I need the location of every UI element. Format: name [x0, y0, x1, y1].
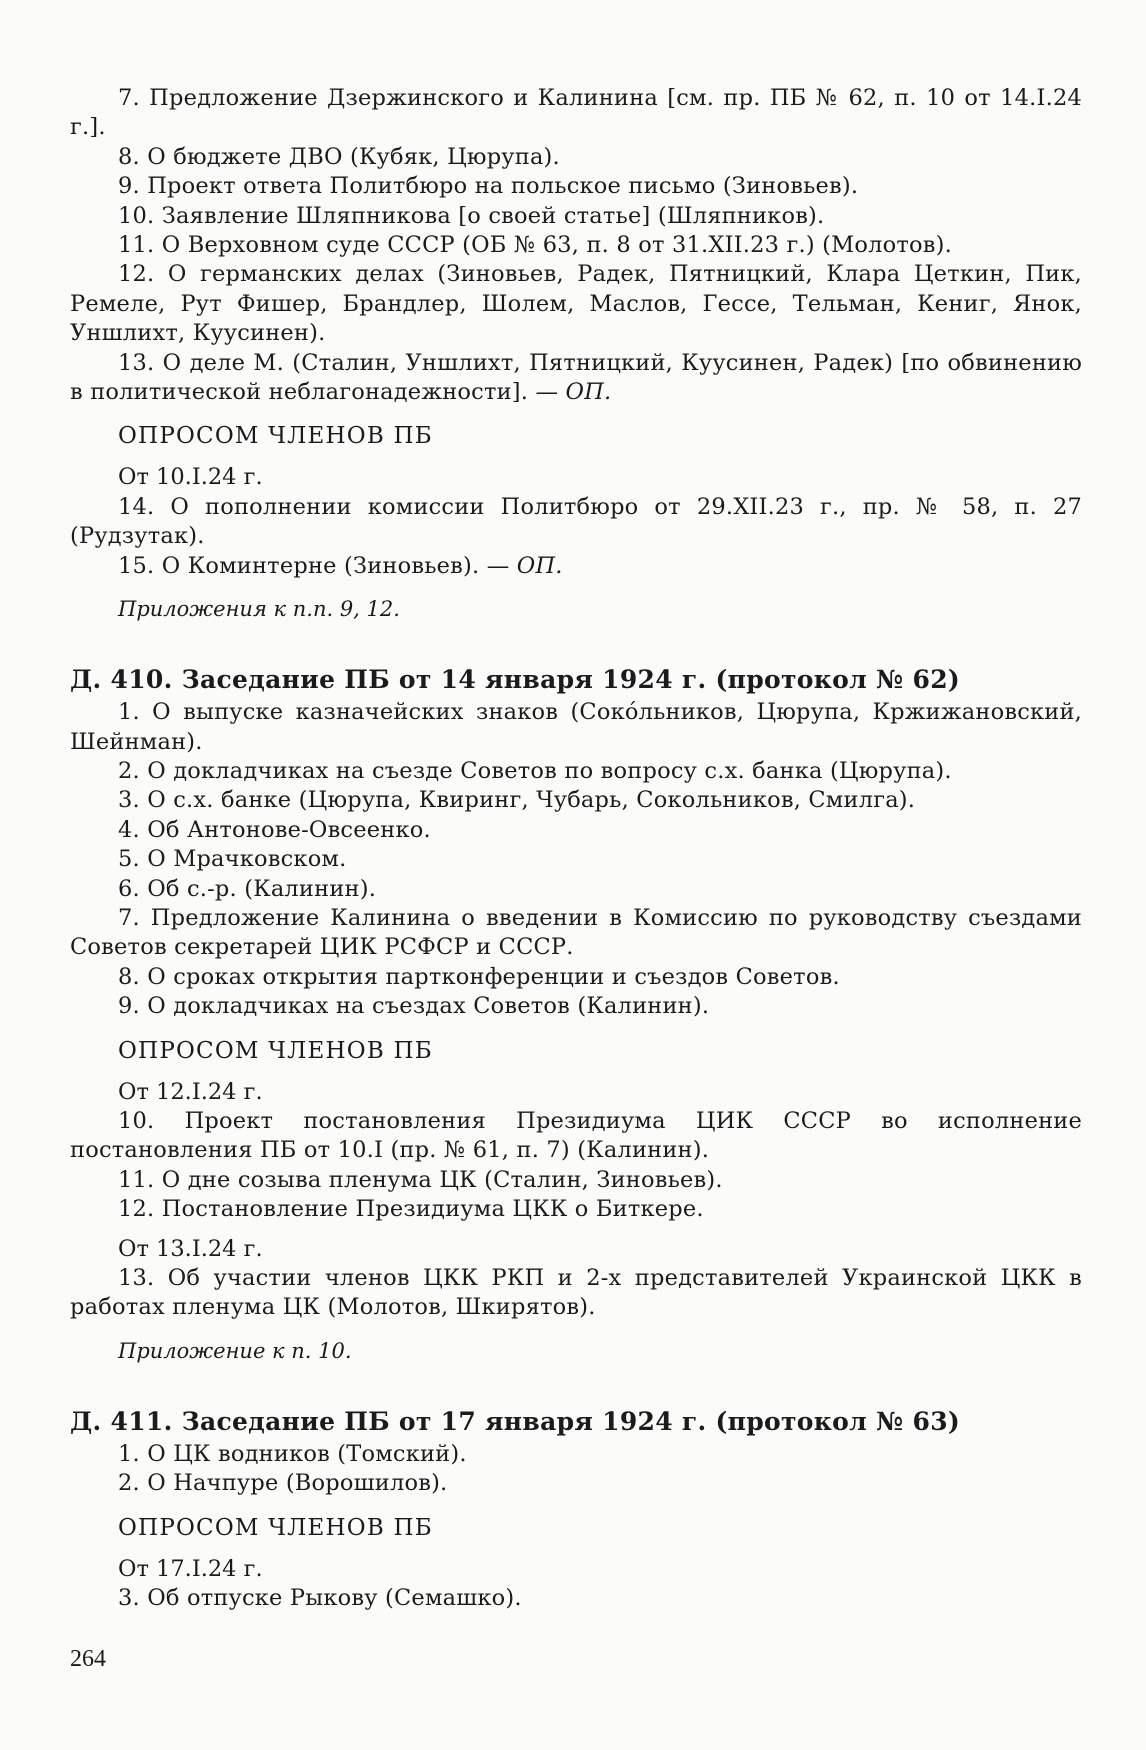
list-item: 8. О сроках открытия партконференции и съездов Советов.	[118, 963, 840, 990]
survey-date: От 17.I.24 г.	[118, 1555, 263, 1582]
list-item: 1. О ЦК водников (Томский).	[118, 1440, 467, 1467]
survey-heading: ОПРОСОМ ЧЛЕНОВ ПБ	[118, 1037, 433, 1064]
op-mark: ОП.	[565, 379, 612, 406]
list-item: 6. Об с.-р. (Калинин).	[118, 875, 377, 902]
list-item: 4. Об Антонове-Овсеенко.	[118, 816, 431, 843]
survey-heading: ОПРОСОМ ЧЛЕНОВ ПБ	[118, 1514, 433, 1541]
appendix-note: Приложение к п. 10.	[118, 1338, 352, 1363]
list-item: 13. Об участии членов ЦКК РКП и 2-х представителей Украинской ЦКК в работах пленума ЦК (Молотов, Шкирятов).	[70, 1265, 1082, 1321]
list-item: 12. Постановление Президиума ЦКК о Биткере.	[118, 1196, 704, 1223]
appendix-note: Приложения к п.п. 9, 12.	[118, 597, 400, 622]
list-item: 5. О Мрачковском.	[118, 846, 347, 873]
list-item	[70, 552, 1082, 581]
survey-date: От 13.I.24 г.	[118, 1235, 263, 1262]
survey-heading: ОПРОСОМ ЧЛЕНОВ ПБ	[118, 423, 433, 450]
op-mark: ОП.	[516, 552, 563, 579]
page-number: 264	[70, 1646, 106, 1672]
item-text: 15. О Коминтерне (Зиновьев). —	[118, 552, 517, 579]
survey-date: От 10.I.24 г.	[118, 464, 263, 491]
document-heading-411: Д. 411. Заседание ПБ от 17 января 1924 г. (протокол № 63)	[70, 1406, 961, 1436]
list-item: 2. О Начпуре (Ворошилов).	[118, 1470, 448, 1497]
list-item: 12. О германских делах (Зиновьев, Радек, Пятницкий, Клара Цеткин, Пик, Ремеле, Рут Фишер, Брандлер, Шолем, Маслов, Гессе, Тельман, Кениг, Янок, Уншлихт, Куусинен).	[70, 261, 1082, 347]
list-item: 14. О пополнении комиссии Политбюро от 29.XII.23 г., пр. № 58, п. 27 (Рудзутак).	[70, 493, 1082, 550]
list-item: 3. Об отпуске Рыкову (Семашко).	[118, 1585, 522, 1612]
item-text: 13. О деле М. (Сталин, Уншлихт, Пятницкий, Куусинен, Радек) [по обвинению в политической неблагонадежности]. —	[70, 349, 1082, 406]
list-item: 9. О докладчиках на съездах Советов (Калинин).	[118, 993, 710, 1020]
list-item: 7. Предложение Дзержинского и Калинина [см. пр. ПБ № 62, п. 10 от 14.I.24 г.].	[70, 85, 1082, 141]
list-item	[70, 349, 1082, 408]
list-item: 3. О с.х. банке (Цюрупа, Квиринг, Чубарь, Сокольников, Смилга).	[118, 787, 916, 814]
list-item: 7. Предложение Калинина о введении в Комиссию по руководству съездами Советов секретарей ЦИК РСФСР и СССР.	[70, 904, 1082, 961]
list-item: 8. О бюджете ДВО (Кубяк, Цюрупа).	[118, 143, 560, 170]
survey-date: От 12.I.24 г.	[118, 1078, 263, 1105]
document-heading-410: Д. 410. Заседание ПБ от 14 января 1924 г. (протокол № 62)	[70, 665, 961, 695]
list-item: 10. Заявление Шляпникова [о своей статье] (Шляпников).	[118, 202, 825, 229]
list-item: 11. О дне созыва пленума ЦК (Сталин, Зиновьев).	[118, 1166, 723, 1193]
list-item: 10. Проект постановления Президиума ЦИК СССР во исполнение постановления ПБ от 10.I (пр. № 61, п. 7) (Калинин).	[70, 1107, 1082, 1164]
list-item: 1. О выпуске казначейских знаков (Сокóльников, Цюрупа, Кржижановский, Шейнман).	[70, 699, 1082, 755]
list-item: 9. Проект ответа Политбюро на польское письмо (Зиновьев).	[118, 173, 859, 200]
text-column	[70, 84, 1082, 1613]
list-item: 11. О Верховном суде СССР (ОБ № 63, п. 8 от 31.XII.23 г.) (Молотов).	[118, 232, 952, 259]
list-item: 2. О докладчиках на съезде Советов по вопросу с.х. банка (Цюрупа).	[118, 757, 952, 784]
